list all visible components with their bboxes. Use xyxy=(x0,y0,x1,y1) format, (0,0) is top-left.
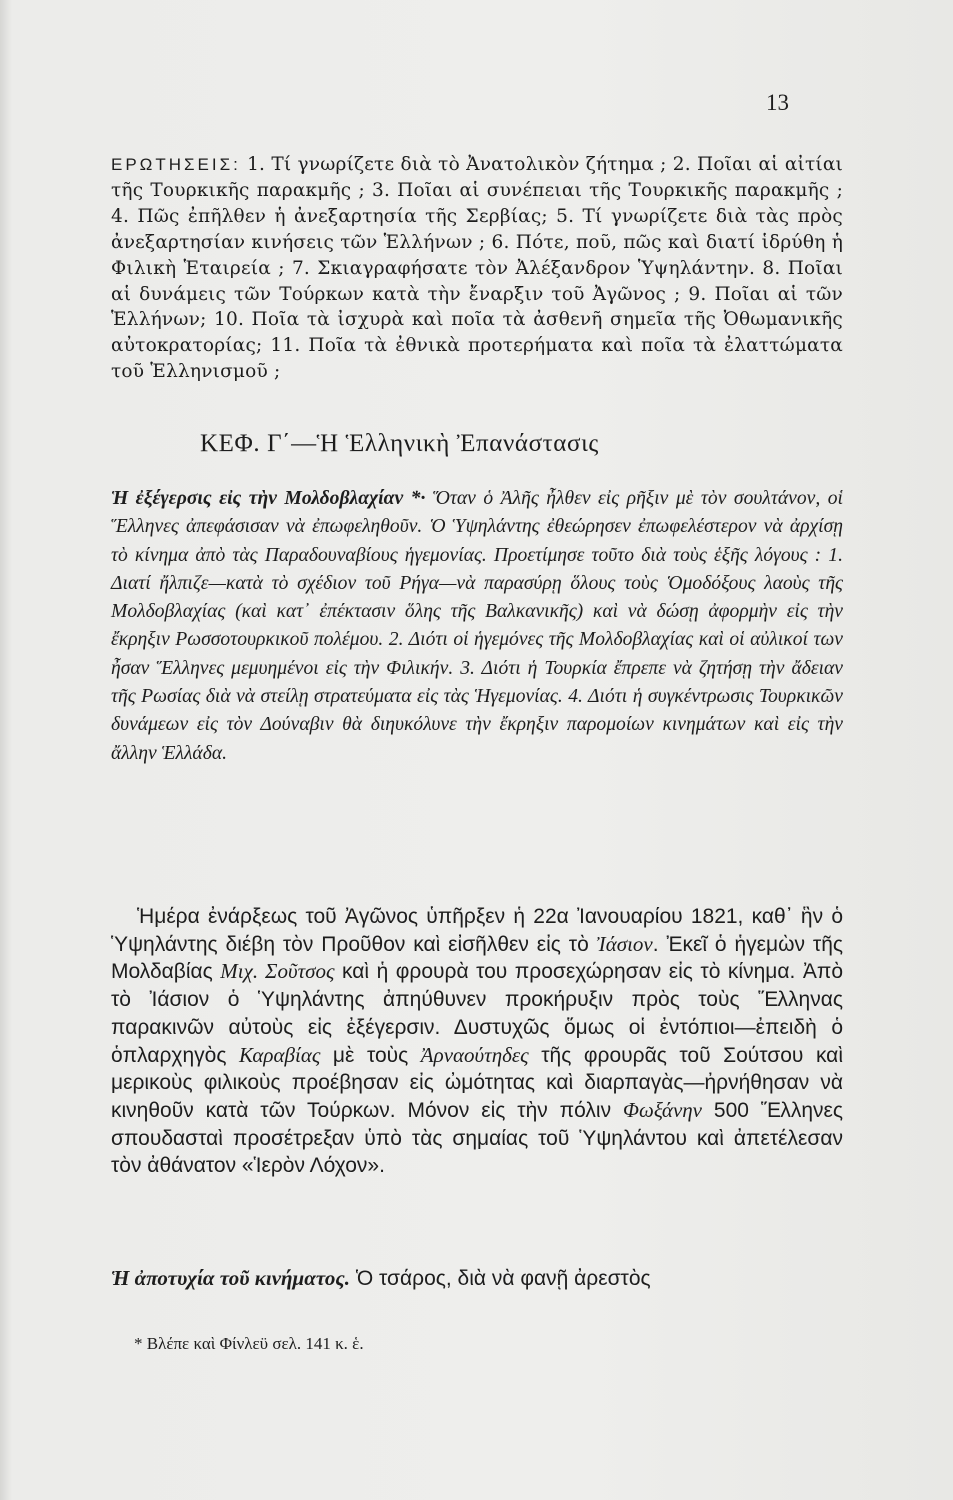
italic-place-iasion: Ἰάσιον xyxy=(596,931,653,956)
italic-place-foxani: Φωξάνην xyxy=(623,1097,703,1122)
section-text-uprising: Ὅταν ὁ Ἀλῆς ἦλθεν εἰς ρῆξιν μὲ τὸν σουλτάνον, οἱ Ἕλληνες ἀπεφάσισαν νὰ ἐπωφεληθοῦν. Ὁ Ὑψηλάντης ἐθεώρησεν ἐπωφελέστερον νὰ ἀρχίσῃ τὸ κίνημα ἀπὸ τὰς Παραδουναβίους ἡγεμονίας. Προετίμησε τοῦτο διὰ τοὺς ἑξῆς λόγους : 1. Διατί ἤλπιζε—κατὰ τὸ σχέδιον τοῦ Ρήγα—νὰ παρασύρῃ ὅλους τοὺς Ὁμοδόξους λαοὺς τῆς Μολδοβλαχίας (καὶ κατ᾿ ἐπέκτασιν ὅλης τῆς Βαλκανικῆς) καὶ νὰ δώσῃ ἀφορμὴν εἰς τὴν ἔκρηξιν Ρωσσοτουρκικοῦ πολέμου. 2. Διότι οἱ ἡγεμόνες τῆς Μολδοβλαχίας καὶ οἱ αὐλικοί των ἦσαν Ἕλληνες μεμυημένοι εἰς τὴν Φιλικήν. 3. Διότι ἡ Τουρκία ἔπρεπε νὰ ζητήσῃ τὴν ἄδειαν τῆς Ρωσίας διὰ νὰ στείλῃ στρατεύματα εἰς τὰς Ἡγεμονίας. 4. Διότι ἡ συγκέντρωσις Τουρκικῶν δυνάμεων εἰς τὸν Δούναβιν θὰ διηυκόλυνε τὴν ἔκρηξιν παρομοίων κινημάτων καὶ εἰς τὴν ἄλλην Ἑλλάδα. xyxy=(111,488,843,764)
review-questions xyxy=(111,152,843,385)
text-run: καὶ ἡ φρουρὰ του προσεχώρησαν εἰς τὸ κίνημα. Ἀπὸ τὸ Ἰάσιον ὁ Ὑψηλάντης ἀπηύθυνεν προκήρυξιν πρὸς τοὺς Ἕλληνας παρακινῶν αὐτοὺς εἰς ἐξέγερσιν. Δυστυχῶς ὅμως οἱ ἐντόπιοι—ἐπειδὴ ὁ ὁπλαρχηγὸς xyxy=(111,960,844,1067)
italic-arnaoutides: Ἀρναούτηδες xyxy=(420,1042,529,1067)
questions-label: ΕΡΩΤΗΣΕΙΣ: xyxy=(111,155,241,174)
footnote: * Βλέπε καὶ Φίνλεϋ σελ. 141 κ. ἑ. xyxy=(134,1334,364,1353)
chapter-title: ΚΕΦ. Γ΄—Ἡ Ἑλληνικὴ Ἐπανάστασις xyxy=(200,430,599,457)
text-run: Ἡμέρα ἐνάρξεως τοῦ Ἀγῶνος ὑπῆρξεν ἡ 22α Ἰανουαρίου 1821, καθ᾿ ἣν ὁ Ὑψηλάντης διέβη τὸν Προῦθον καὶ εἰσῆλθεν εἰς τὸ xyxy=(111,905,843,956)
section-heading-failure: Ἡ ἀποτυχία τοῦ κινήματος. xyxy=(111,1266,350,1290)
text-run: μὲ τοὺς xyxy=(320,1043,421,1067)
page-number: 13 xyxy=(766,90,789,115)
section-heading-uprising: Ἡ ἐξέγερσις εἰς τὴν Μολδοβλαχίαν *· xyxy=(111,488,426,509)
paragraph-start-of-struggle xyxy=(111,903,843,1180)
text-run: . Ἐκεῖ ὁ ἡγεμὼν τῆς Μολδαβίας xyxy=(111,932,843,984)
italic-name-karavias: Καραβίας xyxy=(239,1042,321,1067)
questions-text: 1. Τί γνωρίζετε διὰ τὸ Ἀνατολικὸν ζήτημα ; 2. Ποῖαι αἱ αἰτίαι τῆς Τουρκικῆς παρακμῆς ; 3. Ποῖαι αἱ συνέπειαι τῆς Τουρκικῆς παρακμῆς ; 4. Πῶς ἐπῆλθεν ἡ ἀνεξαρτησία τῆς Σερβίας; 5. Τί γνωρίζετε διὰ τὰς πρὸς ἀνεξαρτησίαν κινήσεις τῶν Ἑλλήνων ; 6. Πότε, ποῦ, πῶς καὶ διατί ἱδρύθη ἡ Φιλικὴ Ἑταιρεία ; 7. Σκιαγραφήσατε τὸν Ἀλέξανδρον Ὑψηλάντην. 8. Ποῖαι αἱ δυνάμεις τῶν Τούρκων κατὰ τὴν ἔναρξιν τοῦ Ἀγῶνος ; 9. Ποῖαι αἱ τῶν Ἑλλήνων; 10. Ποῖα τὰ ἰσχυρὰ καὶ ποῖα τὰ ἀσθενῆ σημεῖα τῆς Ὀθωμανικῆς αὐτοκρατορίας; 11. Ποῖα τὰ ἐθνικὰ προτερήματα καὶ ποῖα τὰ ἐλαττώματα τοῦ Ἑλληνισμοῦ ; xyxy=(111,154,844,383)
text-run: 500 Ἕλληνες σπουδασταὶ προσέτρεξαν ὑπὸ τὰς σημαίας τοῦ Ὑψηλάντου καὶ ἀπετέλεσαν τὸν ἀθάνατον «Ἱερὸν Λόχον». xyxy=(111,1098,843,1178)
section-uprising-moldovlachia xyxy=(111,485,843,768)
section-text-failure: Ὁ τσάρος, διὰ νὰ φανῇ ἀρεστὸς xyxy=(350,1267,651,1290)
text-run: τῆς φρουρᾶς τοῦ Σούτσου καὶ μερικοὺς φιλικοὺς προέβησαν εἰς ὠμότητας καὶ διαρπαγὰς—ἠρνήθησαν νὰ κινηθοῦν κατὰ τῶν Τούρκων. Μόνον εἰς τὴν πόλιν xyxy=(111,1043,843,1122)
section-failure-of-movement xyxy=(111,1265,843,1293)
italic-name-soutsos: Μιχ. Σοῦτσος xyxy=(220,959,335,984)
